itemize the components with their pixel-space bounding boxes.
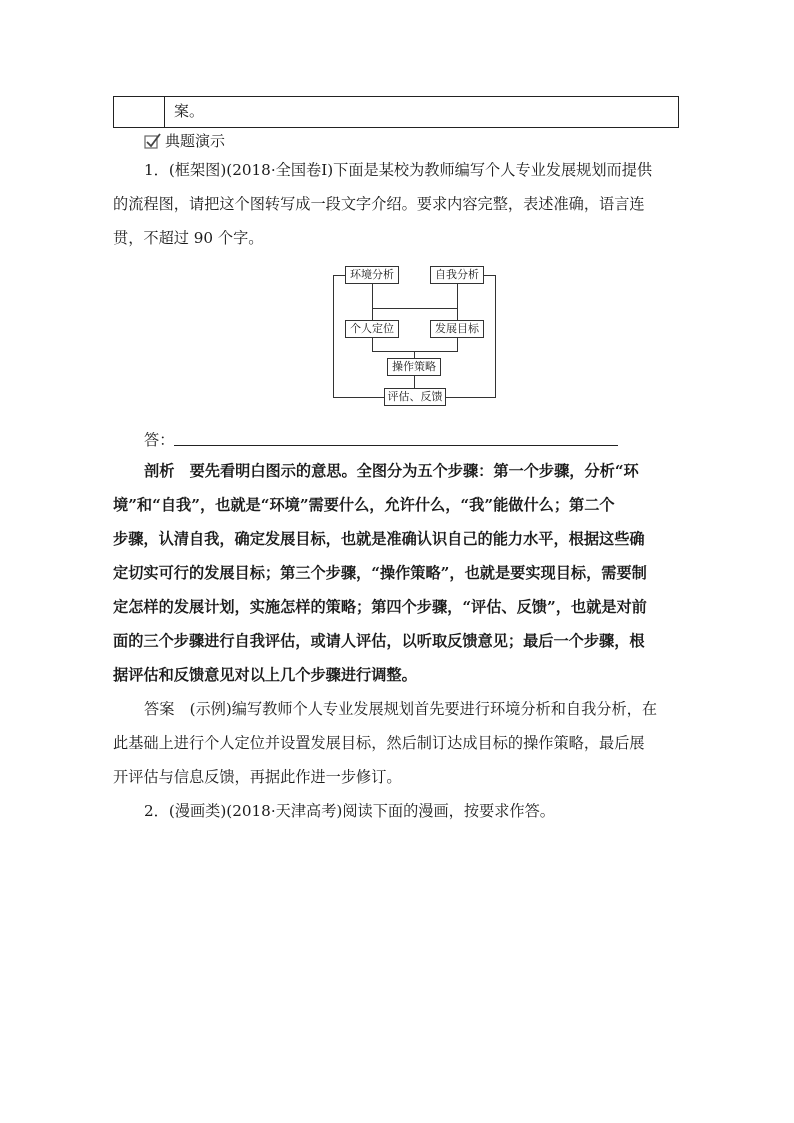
answer-line-1: 答案 (示例)编写教师个人专业发展规划首先要进行环境分析和自我分析，在 (144, 700, 658, 718)
answer-blank-line (174, 445, 618, 446)
q1-line-3: 贯，不超过 90 个字。 (113, 229, 264, 247)
section-title: 典题演示 (165, 132, 226, 150)
table-cell-text: 案。 (174, 102, 205, 120)
q2-text: 2．(漫画类)(2018·天津高考)阅读下面的漫画，按要求作答。 (144, 802, 555, 820)
answer-line-3: 开评估与信息反馈，再据此作进一步修订。 (113, 768, 402, 786)
answer-line-2: 此基础上进行个人定位并设置发展目标，然后制订达成目标的操作策略，最后展 (113, 734, 645, 752)
analysis-line-2: 境”和“自我”，也就是“环境”需要什么，允许什么，“我”能做什么；第二个 (113, 496, 615, 514)
flowchart (0, 0, 794, 420)
analysis-line-4: 定切实可行的发展目标；第三个步骤，“操作策略”，也就是要实现目标，需要制 (113, 564, 647, 582)
analysis-line-3: 步骤，认清自我，确定发展目标，也就是准确认识自己的能力水平，根据这些确 (113, 530, 645, 548)
answer-prompt: 答： (144, 431, 175, 449)
node-personal-position: 个人定位 (345, 320, 399, 338)
analysis-line-7: 据评估和反馈意见对以上几个步骤进行调整。 (113, 666, 417, 684)
node-strategy: 操作策略 (387, 358, 441, 376)
node-evaluate-feedback: 评估、反馈 (384, 388, 446, 406)
node-development-goal: 发展目标 (430, 320, 484, 338)
node-self-analysis: 自我分析 (430, 266, 484, 284)
q1-line-1: 1．(框架图)(2018·全国卷Ⅰ)下面是某校为教师编写个人专业发展规划而提供 (144, 161, 653, 179)
analysis-line-5: 定怎样的发展计划，实施怎样的策略；第四个步骤，“评估、反馈”，也就是对前 (113, 598, 647, 616)
q1-line-2: 的流程图，请把这个图转写成一段文字介绍。要求内容完整，表述准确，语言连 (113, 195, 645, 213)
analysis-line-6: 面的三个步骤进行自我评估，或请人评估，以听取反馈意见；最后一个步骤，根 (113, 632, 645, 650)
node-env-analysis: 环境分析 (345, 266, 399, 284)
analysis-line-1: 剖析 要先看明白图示的意思。全图分为五个步骤：第一个步骤，分析“环 (144, 462, 639, 480)
